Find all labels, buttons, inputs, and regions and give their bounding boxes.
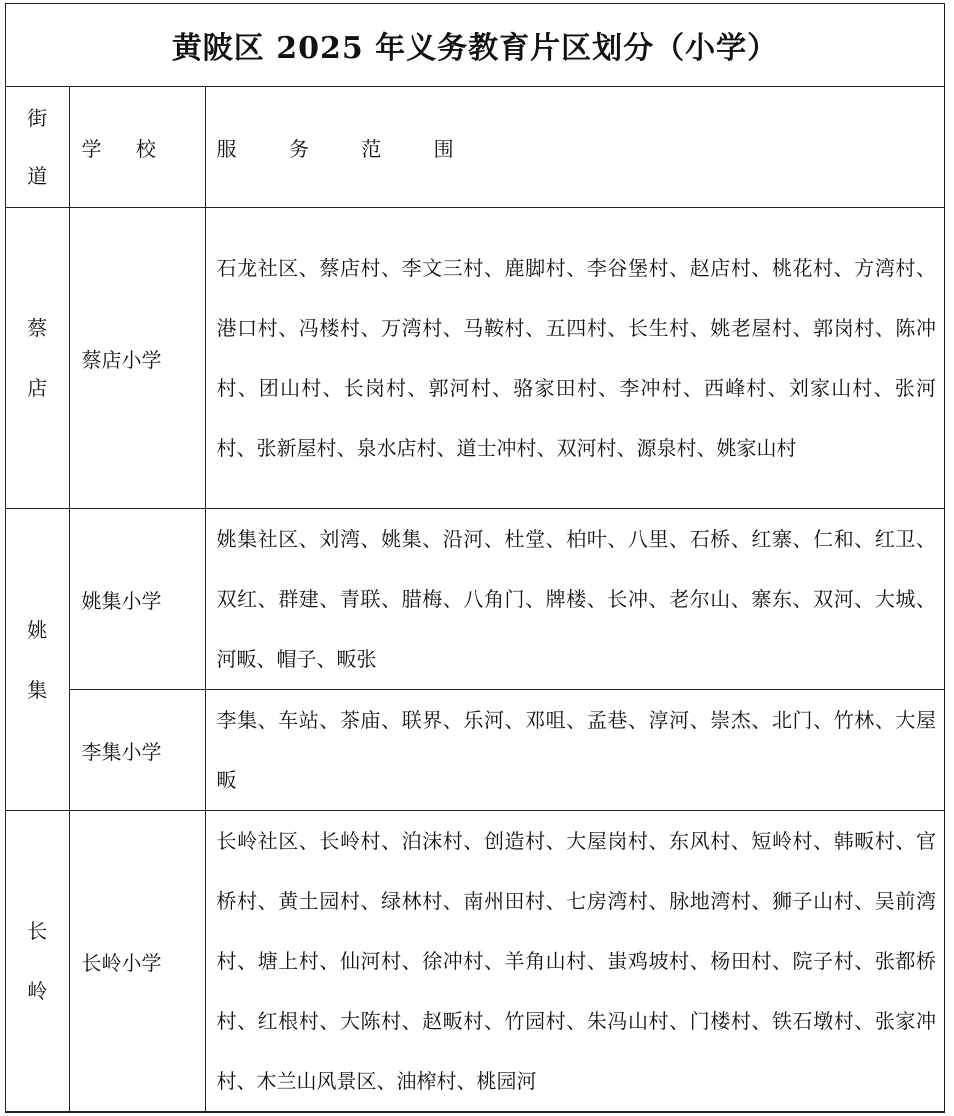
district-table [6, 87, 944, 1112]
street-cell [6, 208, 69, 509]
header-street: 街道 [27, 106, 48, 188]
street-cell [6, 811, 69, 1112]
street-name: 姚集 [27, 617, 48, 702]
street-cell [6, 509, 69, 811]
school-name: 蔡店小学 [69, 208, 205, 509]
table-row [6, 690, 944, 811]
school-name: 长岭小学 [69, 811, 205, 1112]
header-street-cell [6, 87, 69, 208]
service-area: 李集、车站、茶庙、联界、乐河、邓咀、孟巷、淳河、崇杰、北门、竹林、大屋畈 [205, 690, 944, 811]
service-area: 长岭社区、长岭村、泊沫村、创造村、大屋岗村、东风村、短岭村、韩畈村、官桥村、黄土园村、绿林村、南州田村、七房湾村、脉地湾村、狮子山村、吴前湾村、塘上村、仙河村、徐冲村、羊角山村、蚩鸡坡村、杨田村、院子村、张都桥村、红根村、大陈村、赵畈村、竹园村、朱冯山村、门楼村、铁石墩村、张家冲村、木兰山风景区、油榨村、桃园河 [205, 811, 944, 1112]
school-name: 李集小学 [69, 690, 205, 811]
header-area: 服 务 范 围 [205, 87, 944, 208]
document-table [5, 3, 945, 1113]
service-area: 姚集社区、刘湾、姚集、沿河、杜堂、柏叶、八里、石桥、红寨、仁和、红卫、双红、群建、青联、腊梅、八角门、牌楼、长冲、老尔山、寨东、双河、大城、河畈、帽子、畈张 [205, 509, 944, 690]
service-area: 石龙社区、蔡店村、李文三村、鹿脚村、李谷堡村、赵店村、桃花村、方湾村、港口村、冯楼村、万湾村、马鞍村、五四村、长生村、姚老屋村、郭岗村、陈冲村、团山村、长岗村、郭河村、骆家田村、李冲村、西峰村、刘家山村、张河村、张新屋村、泉水店村、道士冲村、双河村、源泉村、姚家山村 [205, 208, 944, 509]
table-row [6, 208, 944, 509]
table-row [6, 509, 944, 690]
header-row [6, 87, 944, 208]
street-name: 蔡店 [27, 316, 48, 400]
header-school: 学 校 [69, 87, 205, 208]
page-title: 黄陂区 2025 年义务教育片区划分（小学） [171, 31, 779, 66]
street-name: 长岭 [27, 919, 48, 1003]
school-name: 姚集小学 [69, 509, 205, 690]
title-row [6, 4, 944, 87]
table-row [6, 811, 944, 1112]
